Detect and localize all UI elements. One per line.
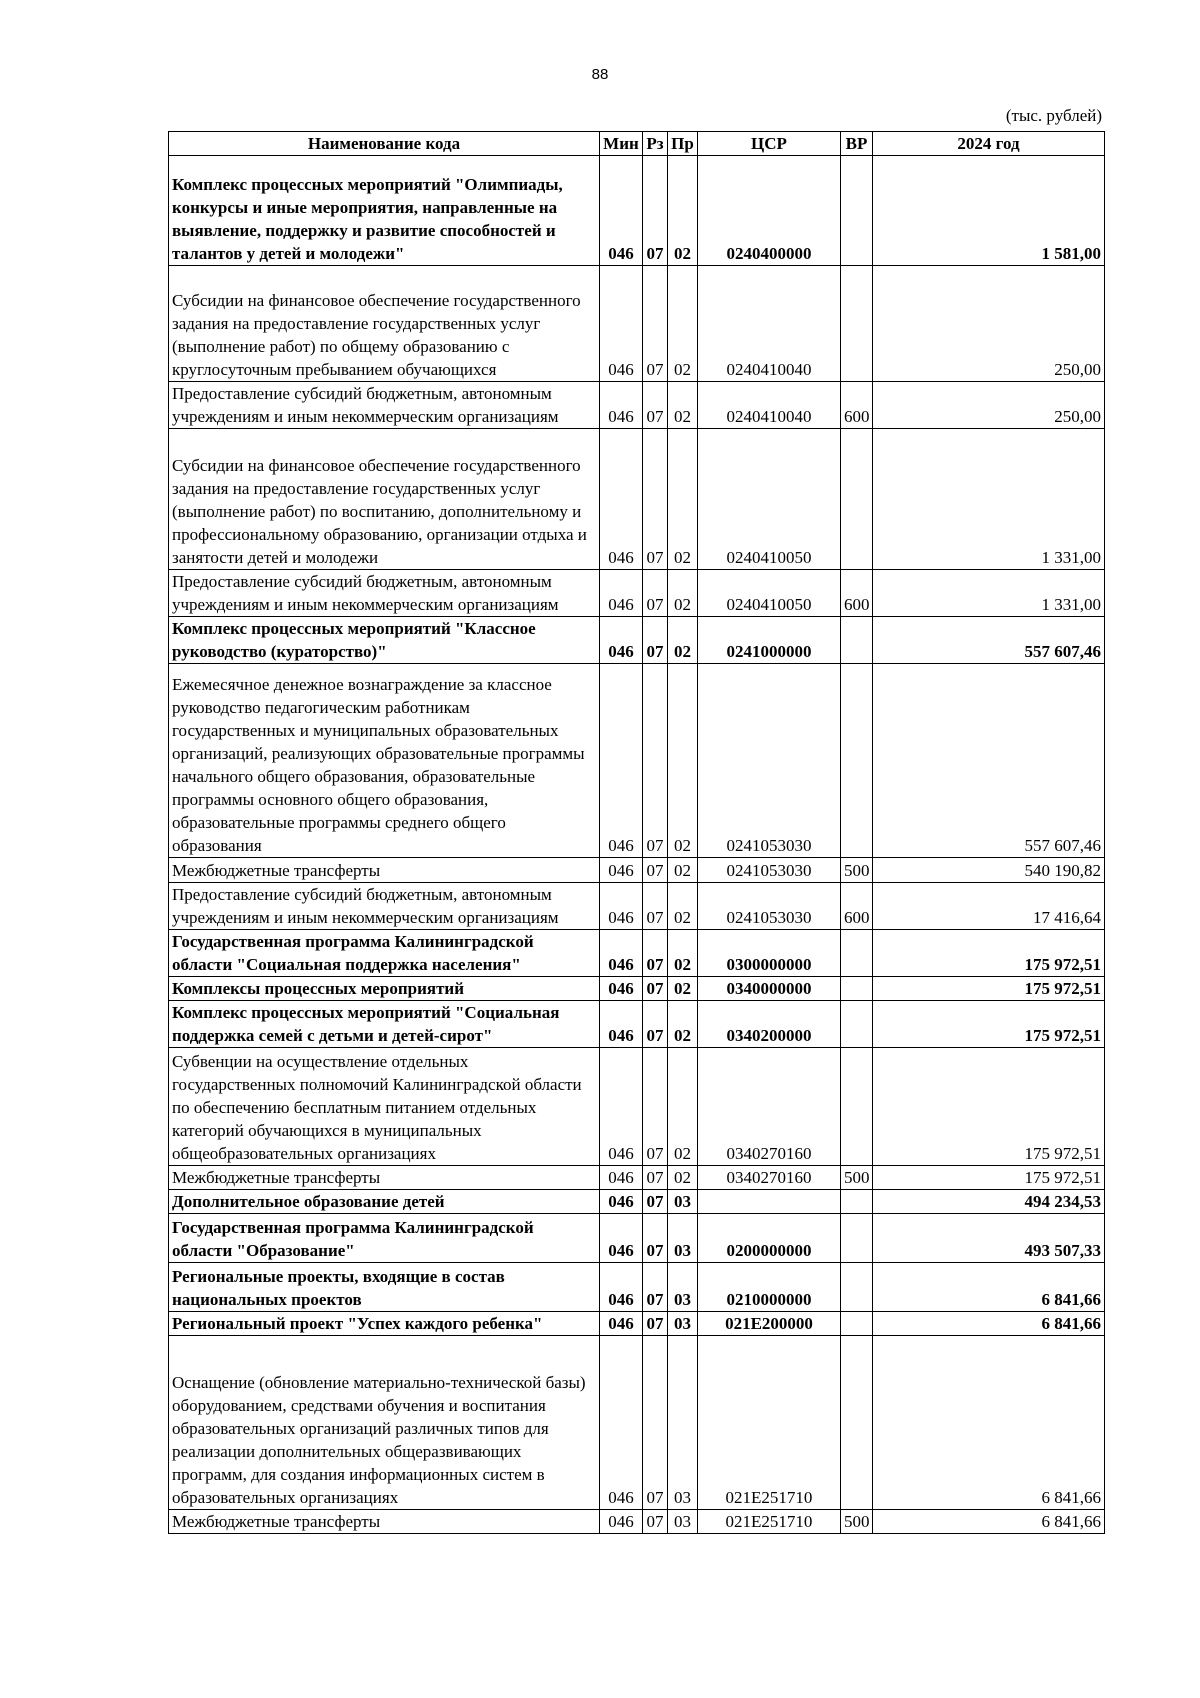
- row-pr: 02: [668, 570, 698, 617]
- row-min: 046: [600, 266, 643, 382]
- table-row: [169, 1048, 1105, 1166]
- row-name: Комплекс процессных мероприятий "Социальная поддержка семей с детьми и детей-сирот": [169, 1001, 600, 1048]
- row-name: Межбюджетные трансферты: [169, 858, 600, 883]
- row-pr: 02: [668, 156, 698, 266]
- row-rz: 07: [643, 930, 668, 977]
- budget-table: [168, 131, 1105, 1534]
- row-csr: 0340270160: [698, 1166, 841, 1190]
- row-rz: 07: [643, 664, 668, 858]
- row-csr: 0240410040: [698, 382, 841, 429]
- row-rz: 07: [643, 1001, 668, 1048]
- row-rz: 07: [643, 156, 668, 266]
- table-row: [169, 1166, 1105, 1190]
- row-vr: [841, 1312, 873, 1336]
- row-pr: 02: [668, 1166, 698, 1190]
- row-min: 046: [600, 382, 643, 429]
- row-pr: 03: [668, 1214, 698, 1263]
- header-min: Мин: [600, 132, 643, 156]
- row-sum: 540 190,82: [873, 858, 1105, 883]
- row-vr: [841, 930, 873, 977]
- row-csr: 0340270160: [698, 1048, 841, 1166]
- header-csr: ЦСР: [698, 132, 841, 156]
- row-rz: 07: [643, 858, 668, 883]
- row-pr: 03: [668, 1312, 698, 1336]
- table-row: [169, 858, 1105, 883]
- row-name: Оснащение (обновление материально-технической базы) оборудованием, средствами обучения и воспитания образовательных организаций различных типов для реализации дополнительных общеразвивающих программ, для создания информационных систем в образовательных организациях: [169, 1336, 600, 1510]
- row-vr: [841, 1001, 873, 1048]
- row-min: 046: [600, 429, 643, 570]
- row-sum: 175 972,51: [873, 1048, 1105, 1166]
- row-rz: 07: [643, 1263, 668, 1312]
- row-pr: 02: [668, 883, 698, 930]
- page-number: 88: [591, 66, 609, 83]
- row-name: Государственная программа Калининградской области "Социальная поддержка населения": [169, 930, 600, 977]
- row-pr: 02: [668, 930, 698, 977]
- row-min: 046: [600, 664, 643, 858]
- row-vr: 500: [841, 1510, 873, 1534]
- row-vr: [841, 156, 873, 266]
- header-rz: Рз: [643, 132, 668, 156]
- row-name: Субсидии на финансовое обеспечение государственного задания на предоставление государственных услуг (выполнение работ) по воспитанию, дополнительному и профессиональному образованию, организации отдыха и занятости детей и молодежи: [169, 429, 600, 570]
- row-rz: 07: [643, 1166, 668, 1190]
- row-csr: 0200000000: [698, 1214, 841, 1263]
- row-name: Комплекс процессных мероприятий "Олимпиады, конкурсы и иные мероприятия, направленные на выявление, поддержку и развитие способностей и талантов у детей и молодежи": [169, 156, 600, 266]
- row-min: 046: [600, 1048, 643, 1166]
- row-pr: 02: [668, 858, 698, 883]
- row-name: Региональный проект "Успех каждого ребенка": [169, 1312, 600, 1336]
- row-csr: 0340200000: [698, 1001, 841, 1048]
- row-vr: [841, 664, 873, 858]
- table-row: [169, 1263, 1105, 1312]
- table-row: [169, 1312, 1105, 1336]
- row-min: 046: [600, 1336, 643, 1510]
- row-name: Комплексы процессных мероприятий: [169, 977, 600, 1001]
- row-csr: 0240400000: [698, 156, 841, 266]
- row-name: Предоставление субсидий бюджетным, автономным учреждениям и иным некоммерческим организациям: [169, 382, 600, 429]
- row-vr: 600: [841, 883, 873, 930]
- table-row: [169, 570, 1105, 617]
- row-pr: 03: [668, 1190, 698, 1214]
- row-sum: 175 972,51: [873, 1001, 1105, 1048]
- row-sum: 1 581,00: [873, 156, 1105, 266]
- row-csr: 0241000000: [698, 617, 841, 664]
- row-sum: 493 507,33: [873, 1214, 1105, 1263]
- row-csr: 0340000000: [698, 977, 841, 1001]
- row-sum: 6 841,66: [873, 1510, 1105, 1534]
- row-min: 046: [600, 1001, 643, 1048]
- row-vr: [841, 1263, 873, 1312]
- row-sum: 6 841,66: [873, 1312, 1105, 1336]
- row-vr: 600: [841, 382, 873, 429]
- row-csr: 0241053030: [698, 883, 841, 930]
- row-name: Межбюджетные трансферты: [169, 1166, 600, 1190]
- row-min: 046: [600, 1190, 643, 1214]
- header-vr: ВР: [841, 132, 873, 156]
- header-pr: Пр: [668, 132, 698, 156]
- row-pr: 02: [668, 1001, 698, 1048]
- row-name: Дополнительное образование детей: [169, 1190, 600, 1214]
- row-pr: 03: [668, 1263, 698, 1312]
- row-min: 046: [600, 570, 643, 617]
- row-name: Межбюджетные трансферты: [169, 1510, 600, 1534]
- row-vr: [841, 266, 873, 382]
- row-pr: 03: [668, 1336, 698, 1510]
- row-csr: 0240410050: [698, 429, 841, 570]
- row-vr: [841, 617, 873, 664]
- row-csr: 021E251710: [698, 1510, 841, 1534]
- table-row: [169, 1214, 1105, 1263]
- row-rz: 07: [643, 382, 668, 429]
- row-sum: 1 331,00: [873, 429, 1105, 570]
- row-rz: 07: [643, 977, 668, 1001]
- row-csr: 021E200000: [698, 1312, 841, 1336]
- row-min: 046: [600, 156, 643, 266]
- row-sum: 250,00: [873, 266, 1105, 382]
- row-rz: 07: [643, 883, 668, 930]
- row-min: 046: [600, 858, 643, 883]
- header-name: Наименование кода: [169, 132, 600, 156]
- row-csr: 0240410050: [698, 570, 841, 617]
- row-rz: 07: [643, 1190, 668, 1214]
- row-vr: [841, 1048, 873, 1166]
- row-sum: 494 234,53: [873, 1190, 1105, 1214]
- row-vr: [841, 1214, 873, 1263]
- row-rz: 07: [643, 1312, 668, 1336]
- row-name: Субвенции на осуществление отдельных государственных полномочий Калининградской области по обеспечению бесплатным питанием отдельных категорий обучающихся в муниципальных общеобразовательных организациях: [169, 1048, 600, 1166]
- row-rz: 07: [643, 617, 668, 664]
- row-sum: 6 841,66: [873, 1336, 1105, 1510]
- row-rz: 07: [643, 1336, 668, 1510]
- row-rz: 07: [643, 1214, 668, 1263]
- header-year: 2024 год: [873, 132, 1105, 156]
- row-min: 046: [600, 883, 643, 930]
- table-row: [169, 883, 1105, 930]
- row-csr: 0240410040: [698, 266, 841, 382]
- row-rz: 07: [643, 266, 668, 382]
- table-row: [169, 664, 1105, 858]
- table-row: [169, 1001, 1105, 1048]
- row-name: Предоставление субсидий бюджетным, автономным учреждениям и иным некоммерческим организациям: [169, 570, 600, 617]
- row-name: Государственная программа Калининградской области "Образование": [169, 1214, 600, 1263]
- table-row: [169, 266, 1105, 382]
- row-vr: [841, 1190, 873, 1214]
- row-min: 046: [600, 1312, 643, 1336]
- table-row: [169, 977, 1105, 1001]
- row-vr: 500: [841, 858, 873, 883]
- row-vr: [841, 977, 873, 1001]
- table-row: [169, 1510, 1105, 1534]
- row-csr: 0210000000: [698, 1263, 841, 1312]
- row-pr: 02: [668, 977, 698, 1001]
- row-csr: [698, 1190, 841, 1214]
- row-name: Региональные проекты, входящие в состав национальных проектов: [169, 1263, 600, 1312]
- row-pr: 03: [668, 1510, 698, 1534]
- row-rz: 07: [643, 1510, 668, 1534]
- row-sum: 17 416,64: [873, 883, 1105, 930]
- row-csr: 0300000000: [698, 930, 841, 977]
- row-min: 046: [600, 1214, 643, 1263]
- row-min: 046: [600, 1166, 643, 1190]
- row-pr: 02: [668, 382, 698, 429]
- row-sum: 557 607,46: [873, 617, 1105, 664]
- row-name: Субсидии на финансовое обеспечение государственного задания на предоставление государственных услуг (выполнение работ) по общему образованию с круглосуточным пребыванием обучающихся: [169, 266, 600, 382]
- row-min: 046: [600, 977, 643, 1001]
- table-row: [169, 1190, 1105, 1214]
- row-min: 046: [600, 617, 643, 664]
- row-rz: 07: [643, 1048, 668, 1166]
- table-row: [169, 930, 1105, 977]
- row-vr: [841, 429, 873, 570]
- table-row: [169, 617, 1105, 664]
- row-csr: 0241053030: [698, 664, 841, 858]
- row-rz: 07: [643, 570, 668, 617]
- table-row: [169, 1336, 1105, 1510]
- row-vr: 600: [841, 570, 873, 617]
- row-pr: 02: [668, 1048, 698, 1166]
- row-csr: 021E251710: [698, 1336, 841, 1510]
- row-sum: 175 972,51: [873, 977, 1105, 1001]
- row-min: 046: [600, 1263, 643, 1312]
- row-pr: 02: [668, 429, 698, 570]
- table-row: [169, 429, 1105, 570]
- row-sum: 557 607,46: [873, 664, 1105, 858]
- row-name: Предоставление субсидий бюджетным, автономным учреждениям и иным некоммерческим организациям: [169, 883, 600, 930]
- row-min: 046: [600, 930, 643, 977]
- row-sum: 175 972,51: [873, 1166, 1105, 1190]
- row-name: Ежемесячное денежное вознаграждение за классное руководство педагогическим работникам государственных и муниципальных образовательных организаций, реализующих образовательные программы начального общего образования, образовательные программы основного общего образования, образовательные программы среднего общего образования: [169, 664, 600, 858]
- row-vr: [841, 1336, 873, 1510]
- row-sum: 1 331,00: [873, 570, 1105, 617]
- row-csr: 0241053030: [698, 858, 841, 883]
- table-row: [169, 156, 1105, 266]
- row-name: Комплекс процессных мероприятий "Классное руководство (кураторство)": [169, 617, 600, 664]
- row-sum: 250,00: [873, 382, 1105, 429]
- row-sum: 6 841,66: [873, 1263, 1105, 1312]
- row-vr: 500: [841, 1166, 873, 1190]
- row-sum: 175 972,51: [873, 930, 1105, 977]
- units-label: (тыс. рублей): [1005, 106, 1102, 125]
- row-pr: 02: [668, 664, 698, 858]
- table-row: [169, 382, 1105, 429]
- table-header-row: [169, 132, 1105, 156]
- row-pr: 02: [668, 617, 698, 664]
- row-pr: 02: [668, 266, 698, 382]
- row-min: 046: [600, 1510, 643, 1534]
- row-rz: 07: [643, 429, 668, 570]
